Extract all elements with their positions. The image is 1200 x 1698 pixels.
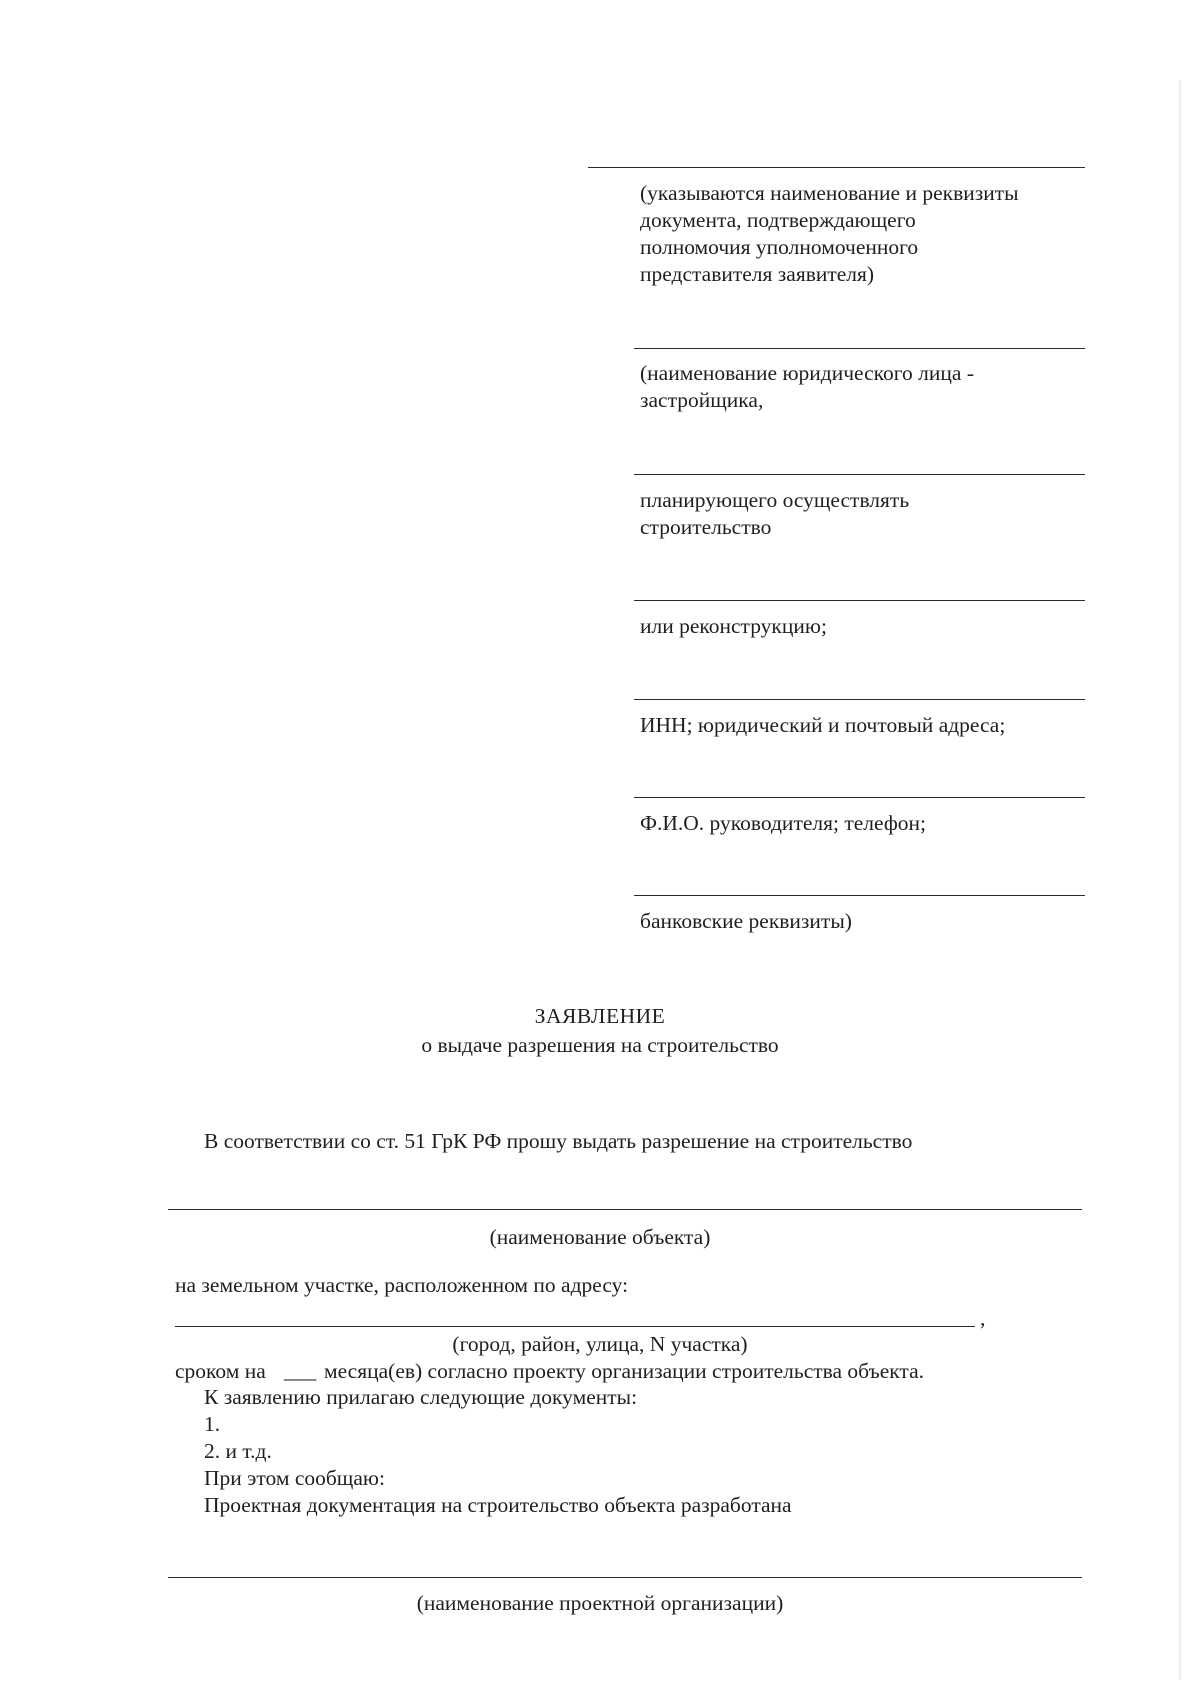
project-org-line — [168, 1577, 1082, 1578]
document-title: ЗАЯВЛЕНИЕ — [534, 1004, 666, 1028]
header-text: строительство — [640, 515, 772, 539]
header-text: Ф.И.О. руководителя; телефон; — [640, 811, 926, 835]
blank-line — [634, 895, 1085, 896]
address-line — [175, 1326, 975, 1327]
land-plot-text: на земельном участке, расположенном по адресу: — [175, 1273, 629, 1297]
header-text: банковские реквизиты) — [640, 909, 852, 933]
header-text: ИНН; юридический и почтовый адреса; — [640, 713, 1006, 737]
blank-line — [634, 600, 1085, 601]
blank-line — [634, 348, 1085, 349]
header-text: (указываются наименование и реквизиты — [640, 181, 1019, 205]
term-prefix: сроком на — [175, 1359, 266, 1383]
header-text: представителя заявителя) — [640, 262, 875, 286]
term-suffix: месяца(ев) согласно проекту организации строительства объекта. — [324, 1359, 924, 1383]
page-edge — [1178, 80, 1182, 1680]
address-comma: , — [980, 1306, 986, 1330]
document-subtitle: о выдаче разрешения на строительство — [421, 1033, 779, 1057]
project-org-caption: (наименование проектной организации) — [416, 1591, 784, 1615]
attachment-item: 1. — [204, 1412, 221, 1436]
header-text: или реконструкцию; — [640, 614, 827, 638]
address-caption: (город, район, улица, N участка) — [452, 1332, 748, 1356]
blank-line — [634, 699, 1085, 700]
attachment-item: 2. и т.д. — [204, 1439, 272, 1463]
inform-text: При этом сообщаю: — [204, 1466, 385, 1490]
blank-line — [634, 474, 1085, 475]
object-name-line — [168, 1209, 1082, 1210]
blank-line — [634, 797, 1085, 798]
header-text: (наименование юридического лица - — [640, 361, 974, 385]
blank-line — [588, 167, 1085, 168]
header-text: планирующего осуществлять — [640, 488, 910, 512]
header-text: застройщика, — [640, 388, 764, 412]
object-name-caption: (наименование объекта) — [489, 1225, 711, 1249]
header-text: полномочия уполномоченного — [640, 235, 919, 259]
intro-text: В соответствии со ст. 51 ГрК РФ прошу выдать разрешение на строительство — [204, 1129, 913, 1153]
term-blank: ___ — [284, 1359, 317, 1383]
header-text: документа, подтверждающего — [640, 208, 916, 232]
project-docs-text: Проектная документация на строительство объекта разработана — [204, 1493, 792, 1517]
attach-intro: К заявлению прилагаю следующие документы: — [204, 1385, 638, 1409]
